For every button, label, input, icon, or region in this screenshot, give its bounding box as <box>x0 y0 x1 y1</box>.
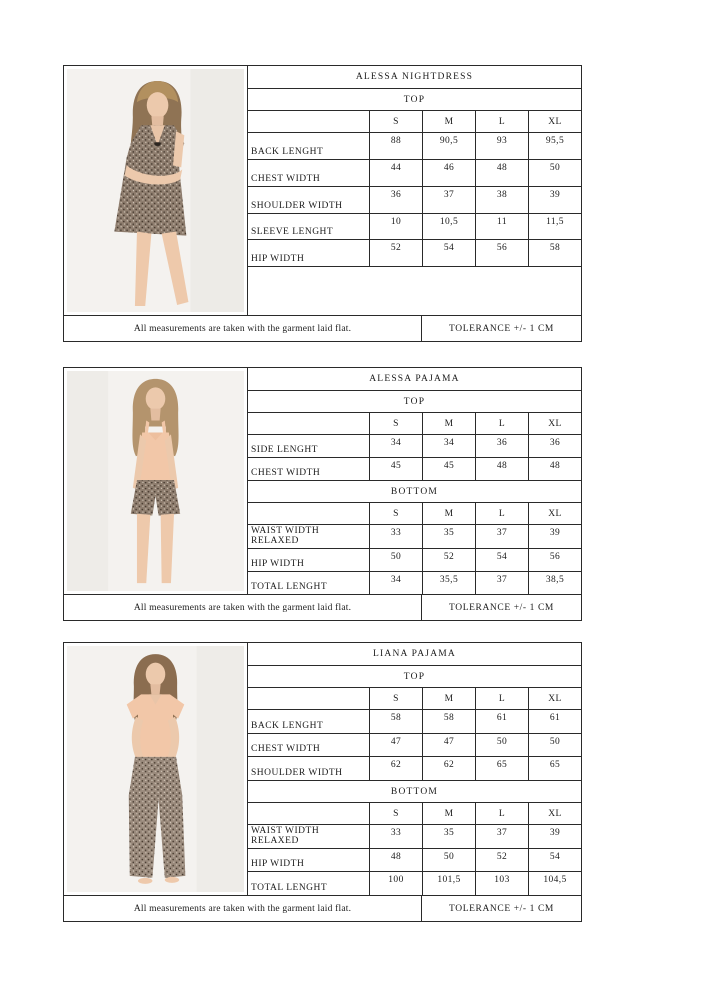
measurement-value: 48 <box>475 160 528 186</box>
chart-body <box>64 66 581 315</box>
measurement-value: 38 <box>475 187 528 213</box>
size-column-header: M <box>422 688 475 709</box>
measurement-value: 50 <box>422 849 475 872</box>
size-column-header: S <box>369 688 422 709</box>
measurement-row <box>248 186 581 213</box>
footnote: All measurements are taken with the garment laid flat. <box>133 903 352 914</box>
size-column-header: XL <box>528 413 581 434</box>
size-column-header: L <box>475 413 528 434</box>
size-header-row <box>248 502 581 524</box>
measurement-value: 48 <box>528 458 581 480</box>
measurement-value: 88 <box>369 133 422 159</box>
product-title: ALESSA NIGHTDRESS <box>355 72 474 82</box>
section-label-bottom: BOTTOM <box>248 480 581 502</box>
size-column-header: S <box>369 111 422 132</box>
measurement-row <box>248 548 581 571</box>
measurement-row <box>248 871 581 895</box>
empty-corner-cell <box>248 503 369 524</box>
measurement-value: 37 <box>475 572 528 594</box>
measurement-row <box>248 524 581 547</box>
measurement-value: 90,5 <box>422 133 475 159</box>
measurement-value: 34 <box>369 572 422 594</box>
measurement-value: 44 <box>369 160 422 186</box>
measurement-value: 33 <box>369 525 422 547</box>
measurement-value: 39 <box>528 187 581 213</box>
measurement-value: 65 <box>528 757 581 780</box>
size-column-header: M <box>422 413 475 434</box>
measurement-label: BACK LENGHT <box>251 146 324 157</box>
measurement-label: WAIST WIDTH RELAXED <box>251 825 320 846</box>
measurement-value: 104,5 <box>528 872 581 895</box>
measurement-value: 48 <box>475 458 528 480</box>
measurement-table <box>248 643 581 895</box>
measurement-table <box>248 368 581 594</box>
section-label-bottom: BOTTOM <box>248 780 581 802</box>
size-column-header: XL <box>528 803 581 824</box>
measurement-value: 39 <box>528 525 581 547</box>
measurement-value: 37 <box>422 187 475 213</box>
measurement-label: SLEEVE LENGHT <box>251 227 334 238</box>
product-photo-nightdress <box>64 66 248 315</box>
measurement-value: 50 <box>528 160 581 186</box>
size-column-header: L <box>475 803 528 824</box>
measurement-row <box>248 733 581 757</box>
size-column-header: L <box>475 111 528 132</box>
size-header-row <box>248 110 581 132</box>
measurement-value: 56 <box>528 549 581 571</box>
measurement-row <box>248 709 581 733</box>
measurement-label: SIDE LENGHT <box>251 445 318 456</box>
tolerance-note: TOLERANCE +/- 1 CM <box>421 316 581 341</box>
measurement-table <box>248 66 581 315</box>
measurement-label: CHEST WIDTH <box>251 468 321 479</box>
measurement-value: 100 <box>369 872 422 895</box>
measurement-value: 54 <box>528 849 581 872</box>
measurement-value: 62 <box>422 757 475 780</box>
empty-corner-cell <box>248 688 369 709</box>
measurement-value: 93 <box>475 133 528 159</box>
chart-body <box>64 643 581 895</box>
measurement-value: 48 <box>369 849 422 872</box>
measurement-row <box>248 159 581 186</box>
measurement-row <box>248 213 581 240</box>
size-header-row <box>248 802 581 824</box>
measurement-value: 95,5 <box>528 133 581 159</box>
measurement-value: 47 <box>369 734 422 757</box>
size-column-header: M <box>422 803 475 824</box>
measurement-value: 54 <box>475 549 528 571</box>
empty-corner-cell <box>248 803 369 824</box>
measurement-value: 34 <box>422 435 475 457</box>
measurement-value: 34 <box>369 435 422 457</box>
measurement-value: 36 <box>369 187 422 213</box>
size-column-header: S <box>369 413 422 434</box>
measurement-value: 52 <box>475 849 528 872</box>
measurement-value: 56 <box>475 240 528 266</box>
measurement-row <box>248 434 581 457</box>
measurement-value: 50 <box>475 734 528 757</box>
measurement-value: 58 <box>369 710 422 733</box>
measurement-value: 47 <box>422 734 475 757</box>
measurement-value: 10 <box>369 214 422 240</box>
measurement-value: 61 <box>475 710 528 733</box>
measurement-label: BACK LENGHT <box>251 720 324 731</box>
measurement-value: 50 <box>369 549 422 571</box>
measurement-value: 46 <box>422 160 475 186</box>
measurement-value: 65 <box>475 757 528 780</box>
size-header-row <box>248 687 581 709</box>
measurement-value: 35,5 <box>422 572 475 594</box>
size-column-header: L <box>475 688 528 709</box>
size-header-row <box>248 412 581 434</box>
measurement-value: 52 <box>369 240 422 266</box>
footnote: All measurements are taken with the garment laid flat. <box>133 323 352 334</box>
chart-footer <box>64 594 581 620</box>
chart-footer <box>64 895 581 921</box>
measurement-row <box>248 571 581 594</box>
size-chart-liana-pajama <box>63 642 582 922</box>
size-column-header: M <box>422 503 475 524</box>
measurement-value: 45 <box>369 458 422 480</box>
measurement-label: HIP WIDTH <box>251 859 305 870</box>
measurement-value: 35 <box>422 525 475 547</box>
tolerance-note: TOLERANCE +/- 1 CM <box>421 896 581 921</box>
size-column-header: XL <box>528 503 581 524</box>
empty-filler-row <box>248 266 581 315</box>
size-chart-alessa-pajama <box>63 367 582 621</box>
measurement-value: 35 <box>422 825 475 848</box>
measurement-value: 36 <box>475 435 528 457</box>
measurement-value: 39 <box>528 825 581 848</box>
measurement-value: 37 <box>475 525 528 547</box>
measurement-value: 62 <box>369 757 422 780</box>
measurement-row <box>248 239 581 266</box>
measurement-value: 52 <box>422 549 475 571</box>
measurement-value: 38,5 <box>528 572 581 594</box>
measurement-value: 101,5 <box>422 872 475 895</box>
measurement-value: 61 <box>528 710 581 733</box>
measurement-label: SHOULDER WIDTH <box>251 768 343 779</box>
size-column-header: S <box>369 503 422 524</box>
measurement-value: 11,5 <box>528 214 581 240</box>
empty-corner-cell <box>248 413 369 434</box>
model-cami-shorts-illustration <box>67 371 244 591</box>
section-label-top: TOP <box>248 665 581 687</box>
measurement-value: 58 <box>528 240 581 266</box>
size-column-header: M <box>422 111 475 132</box>
measurement-value: 54 <box>422 240 475 266</box>
chart-body <box>64 368 581 594</box>
measurement-value: 11 <box>475 214 528 240</box>
footnote: All measurements are taken with the garment laid flat. <box>133 602 352 613</box>
product-photo-pajama-pants <box>64 643 248 895</box>
measurement-label: CHEST WIDTH <box>251 744 321 755</box>
measurement-label: CHEST WIDTH <box>251 173 321 184</box>
size-column-header: XL <box>528 111 581 132</box>
product-photo-pajama-shorts <box>64 368 248 594</box>
model-nightdress-illustration <box>67 69 244 312</box>
size-chart-alessa-nightdress <box>63 65 582 342</box>
measurement-label: HIP WIDTH <box>251 254 305 265</box>
size-column-header: XL <box>528 688 581 709</box>
size-column-header: L <box>475 503 528 524</box>
empty-corner-cell <box>248 111 369 132</box>
size-column-header: S <box>369 803 422 824</box>
section-label-top: TOP <box>248 88 581 110</box>
chart-footer <box>64 315 581 341</box>
measurement-label: TOTAL LENGHT <box>251 883 328 894</box>
tolerance-note: TOLERANCE +/- 1 CM <box>421 595 581 620</box>
product-title: ALESSA PAJAMA <box>369 374 460 384</box>
measurement-label: HIP WIDTH <box>251 558 305 569</box>
measurement-row <box>248 756 581 780</box>
section-label-top: TOP <box>248 390 581 412</box>
product-title: LIANA PAJAMA <box>373 649 456 659</box>
measurement-value: 36 <box>528 435 581 457</box>
measurement-label: SHOULDER WIDTH <box>251 200 343 211</box>
measurement-value: 37 <box>475 825 528 848</box>
measurement-value: 33 <box>369 825 422 848</box>
measurement-row <box>248 848 581 872</box>
measurement-label: WAIST WIDTH RELAXED <box>251 525 320 546</box>
measurement-value: 10,5 <box>422 214 475 240</box>
measurement-row <box>248 132 581 159</box>
measurement-value: 58 <box>422 710 475 733</box>
measurement-value: 103 <box>475 872 528 895</box>
measurement-row <box>248 457 581 480</box>
measurement-value: 50 <box>528 734 581 757</box>
measurement-label: TOTAL LENGHT <box>251 582 328 593</box>
model-tee-pants-illustration <box>67 646 244 892</box>
measurement-row <box>248 824 581 848</box>
measurement-value: 45 <box>422 458 475 480</box>
